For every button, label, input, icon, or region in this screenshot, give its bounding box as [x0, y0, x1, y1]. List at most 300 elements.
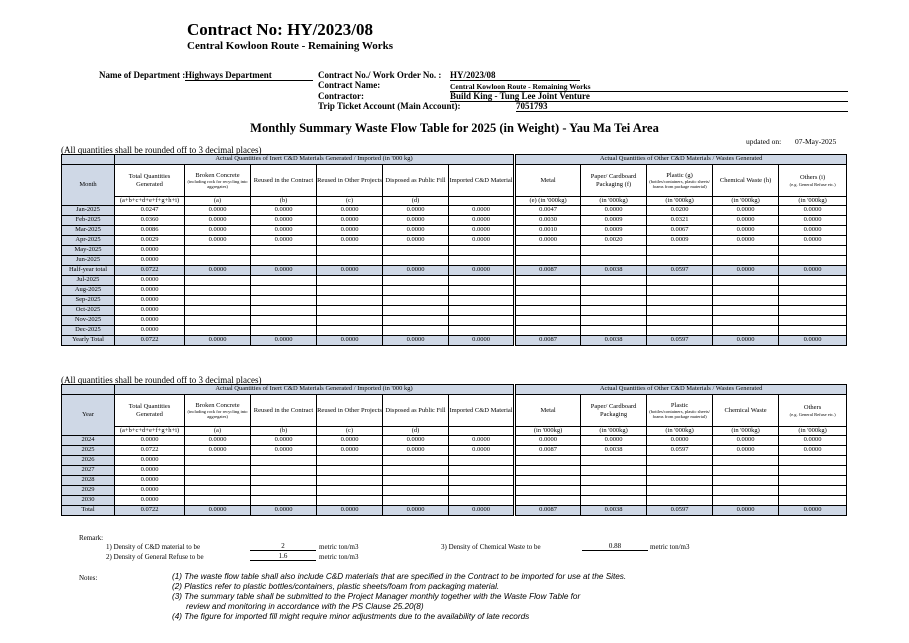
table-cell — [185, 486, 251, 496]
table-cell: 0.0000 — [449, 236, 515, 246]
table-cell — [647, 486, 713, 496]
group-header-blank — [62, 155, 115, 165]
table-cell: 0.0360 — [115, 216, 185, 226]
column-header-label: Reused in Other Projects — [317, 406, 382, 414]
table-cell: 0.0086 — [115, 226, 185, 236]
table-cell: 0.0000 — [317, 446, 383, 456]
table-cell — [251, 316, 317, 326]
table-cell: 0.0000 — [317, 206, 383, 216]
yearly-waste-table — [61, 384, 847, 516]
table-cell: 0.0000 — [581, 436, 647, 446]
monthly-waste-table — [61, 154, 847, 346]
table-cell: 0.0597 — [647, 266, 713, 276]
table-cell — [647, 246, 713, 256]
contract-name-value: Central Kowloon Route - Remaining Works — [450, 82, 848, 92]
department-label: Name of Department : — [99, 70, 186, 80]
table-cell: 0.0000 — [449, 216, 515, 226]
table-cell: 0.0000 — [115, 256, 185, 266]
table-cell: 0.0000 — [515, 236, 581, 246]
table-cell: 0.0000 — [713, 266, 779, 276]
table-cell: 0.0597 — [647, 506, 713, 516]
group-header-inert: Actual Quantities of Inert C&D Materials Generated / Imported (in '000 kg) — [115, 385, 515, 395]
table-cell: 0.0000 — [713, 216, 779, 226]
total-row — [62, 506, 847, 516]
row-label: Oct-2025 — [62, 306, 115, 316]
remark-3-text: 3) Density of Chemical Waste to be — [441, 543, 541, 551]
table-cell — [383, 276, 449, 286]
table-cell — [779, 286, 847, 296]
table-cell — [581, 316, 647, 326]
table-cell — [779, 306, 847, 316]
column-header-label: Paper/ Cardboard Packaging (f) — [590, 173, 637, 188]
row-label: 2029 — [62, 486, 115, 496]
table-cell: 0.0000 — [383, 216, 449, 226]
column-header — [251, 165, 317, 197]
table-cell — [713, 296, 779, 306]
table-cell: 0.0000 — [115, 246, 185, 256]
table-cell — [185, 456, 251, 466]
table-row — [62, 326, 847, 336]
table-cell: 0.0000 — [713, 226, 779, 236]
row-label: Dec-2025 — [62, 326, 115, 336]
column-header — [647, 165, 713, 197]
table-cell: 0.0000 — [647, 436, 713, 446]
column-unit: (in '000kg) — [713, 427, 779, 436]
column-header — [515, 165, 581, 197]
table-cell: 0.0000 — [185, 436, 251, 446]
column-header-label: Plastic — [670, 401, 689, 409]
first-column-header: Year — [62, 395, 115, 436]
table-cell — [185, 246, 251, 256]
table-cell — [647, 296, 713, 306]
table-cell — [581, 466, 647, 476]
group-header-inert: Actual Quantities of Inert C&D Materials Generated / Imported (in '000 kg) — [115, 155, 515, 165]
table-cell: 0.0000 — [115, 296, 185, 306]
table-row — [62, 486, 847, 496]
table-cell: 0.0067 — [647, 226, 713, 236]
table-cell: 0.0000 — [779, 216, 847, 226]
table-cell — [383, 286, 449, 296]
contractor-label: Contractor: — [318, 91, 364, 101]
table-cell — [251, 246, 317, 256]
table-cell — [317, 306, 383, 316]
trip-ticket-value: 7051793 — [516, 101, 848, 112]
table-cell — [449, 486, 515, 496]
table-cell — [779, 496, 847, 506]
table-cell — [647, 256, 713, 266]
column-header — [115, 165, 185, 197]
table-cell — [185, 296, 251, 306]
column-header — [115, 395, 185, 427]
row-label: Feb-2025 — [62, 216, 115, 226]
table-cell: 0.0038 — [581, 336, 647, 346]
rounding-note-yearly: (All quantities shall be rounded off to 3 decimal places) — [61, 375, 262, 385]
table-cell — [647, 306, 713, 316]
column-unit-row — [62, 427, 847, 436]
table-cell — [383, 246, 449, 256]
table-row — [62, 306, 847, 316]
table-cell: 0.0030 — [515, 216, 581, 226]
table-cell: 0.0722 — [115, 446, 185, 456]
table-cell: 0.0722 — [115, 336, 185, 346]
table-row — [62, 466, 847, 476]
column-header-label: Reused in Other Projects — [317, 176, 382, 184]
table-cell: 0.0000 — [383, 506, 449, 516]
table-cell — [185, 256, 251, 266]
column-unit: (a) — [185, 427, 251, 436]
table-cell — [647, 466, 713, 476]
table-cell — [515, 246, 581, 256]
note-2: (2) Plastics refer to plastic bottles/containers, plastic sheets/foam from packaging material. — [172, 582, 500, 591]
column-unit: (in '000kg) — [647, 197, 713, 206]
table-cell — [449, 326, 515, 336]
column-unit: (c) — [317, 427, 383, 436]
table-row — [62, 496, 847, 506]
contract-no-label: Contract No./ Work Order No. : — [318, 70, 442, 80]
table-cell — [713, 496, 779, 506]
table-cell: 0.0247 — [115, 206, 185, 216]
table-cell — [317, 326, 383, 336]
column-header — [779, 395, 847, 427]
contract-name-label: Contract Name: — [318, 80, 381, 90]
remark-3-unit: metric ton/m3 — [650, 543, 690, 551]
group-header-row — [62, 155, 847, 165]
table-cell — [647, 286, 713, 296]
table-cell: 0.0000 — [115, 316, 185, 326]
column-header-label: Broken Concrete — [195, 401, 240, 409]
column-header-row — [62, 165, 847, 197]
trip-ticket-label: Trip Ticket Account (Main Account): — [318, 101, 461, 111]
table-cell: 0.0000 — [317, 266, 383, 276]
column-header-label: Disposed as Public Fill — [385, 176, 446, 184]
group-header-other: Actual Quantities of Other C&D Materials / Wastes Generated — [515, 155, 847, 165]
table-cell — [251, 486, 317, 496]
remark-3-value: 0.88 — [582, 542, 648, 551]
table-row — [62, 446, 847, 456]
column-header — [185, 165, 251, 197]
table-cell — [251, 276, 317, 286]
column-header-note: (bottles/containers, plastic sheets/ foams from package material) — [649, 409, 710, 420]
note-3: (3) The summary table shall be submitted to the Project Manager monthly together with the Waste Flow Table for — [172, 592, 581, 601]
column-header — [581, 395, 647, 427]
table-cell — [713, 286, 779, 296]
table-cell — [779, 476, 847, 486]
rounding-note: (All quantities shall be rounded off to 3 decimal places) — [61, 145, 262, 155]
table-cell: 0.0038 — [581, 266, 647, 276]
table-cell: 0.0000 — [115, 476, 185, 486]
row-label: Yearly Total — [62, 336, 115, 346]
monthly-table-wrap — [61, 154, 847, 346]
column-unit: (b) — [251, 197, 317, 206]
row-label: May-2025 — [62, 246, 115, 256]
column-header — [713, 165, 779, 197]
note-3-continued: review and monitoring in accordance with the PS Clause 25.20(8) — [186, 602, 424, 611]
table-cell — [449, 496, 515, 506]
table-cell — [647, 476, 713, 486]
table-cell — [779, 466, 847, 476]
table-cell — [383, 476, 449, 486]
row-label: Nov-2025 — [62, 316, 115, 326]
column-header-label: Imported C&D Material — [449, 176, 513, 184]
table-cell: 0.0087 — [515, 506, 581, 516]
table-cell: 0.0009 — [581, 226, 647, 236]
row-label: Sep-2025 — [62, 296, 115, 306]
contract-no-value: HY/2023/08 — [450, 70, 580, 81]
column-header-label: Metal — [540, 176, 556, 184]
table-cell: 0.0000 — [779, 446, 847, 456]
column-unit: (c) — [317, 197, 383, 206]
total-row — [62, 336, 847, 346]
table-cell: 0.0000 — [779, 336, 847, 346]
table-cell — [383, 466, 449, 476]
table-cell — [515, 456, 581, 466]
table-cell — [581, 456, 647, 466]
table-cell — [317, 466, 383, 476]
table-row — [62, 456, 847, 466]
column-header-label: Others — [803, 404, 822, 412]
first-column-header: Month — [62, 165, 115, 206]
row-label: Total — [62, 506, 115, 516]
table-cell: 0.0029 — [115, 236, 185, 246]
table-cell — [581, 276, 647, 286]
table-cell: 0.0000 — [317, 506, 383, 516]
group-header-row — [62, 385, 847, 395]
table-cell — [449, 246, 515, 256]
table-cell — [383, 306, 449, 316]
table-cell — [515, 296, 581, 306]
row-label: Aug-2025 — [62, 286, 115, 296]
table-cell — [185, 306, 251, 316]
column-header — [449, 395, 515, 427]
table-cell: 0.0000 — [251, 266, 317, 276]
table-cell — [713, 256, 779, 266]
table-cell — [515, 256, 581, 266]
table-cell: 0.0000 — [449, 436, 515, 446]
table-cell: 0.0000 — [115, 486, 185, 496]
column-header-note: (bottles/containers, plastic sheets/ foams from package material) — [649, 179, 710, 190]
table-cell: 0.0000 — [383, 446, 449, 456]
table-row — [62, 216, 847, 226]
table-cell — [185, 466, 251, 476]
table-cell — [317, 256, 383, 266]
table-cell — [317, 456, 383, 466]
department-value: Highways Department — [185, 70, 313, 81]
table-cell — [515, 316, 581, 326]
table-cell: 0.0000 — [449, 446, 515, 456]
table-cell — [383, 256, 449, 266]
table-cell: 0.0000 — [251, 446, 317, 456]
table-cell: 0.0009 — [647, 236, 713, 246]
table-cell — [449, 306, 515, 316]
table-cell — [185, 276, 251, 286]
table-cell — [251, 456, 317, 466]
table-cell: 0.0000 — [449, 336, 515, 346]
table-cell: 0.0000 — [251, 216, 317, 226]
table-cell: 0.0722 — [115, 266, 185, 276]
table-cell: 0.0000 — [317, 336, 383, 346]
table-cell — [713, 276, 779, 286]
table-cell — [581, 326, 647, 336]
table-cell — [449, 256, 515, 266]
column-header-label: Paper/ Cardboard Packaging — [590, 403, 637, 418]
table-cell — [515, 476, 581, 486]
table-cell — [779, 456, 847, 466]
column-unit: (in '000kg) — [647, 427, 713, 436]
column-unit: (a+b+c+d+e+f+g+h+i) — [115, 427, 185, 436]
table-cell — [581, 306, 647, 316]
table-cell: 0.0000 — [185, 226, 251, 236]
table-cell — [449, 466, 515, 476]
table-cell: 0.0000 — [251, 336, 317, 346]
table-cell: 0.0000 — [713, 436, 779, 446]
table-cell — [317, 286, 383, 296]
row-label: Jun-2025 — [62, 256, 115, 266]
table-row — [62, 276, 847, 286]
column-header-note: (including rock for recycling into aggregates) — [187, 409, 248, 420]
table-cell: 0.0009 — [581, 216, 647, 226]
table-cell — [185, 316, 251, 326]
table-cell: 0.0000 — [251, 236, 317, 246]
column-header-label: Disposed as Public Fill — [385, 406, 446, 414]
column-unit: (a+b+c+d+e+f+g+h+i) — [115, 197, 185, 206]
table-cell — [581, 486, 647, 496]
table-cell: 0.0000 — [779, 226, 847, 236]
table-cell — [713, 316, 779, 326]
table-cell — [581, 296, 647, 306]
table-cell — [317, 496, 383, 506]
table-cell: 0.0000 — [251, 436, 317, 446]
table-cell: 0.0000 — [581, 206, 647, 216]
table-cell — [515, 326, 581, 336]
table-cell — [449, 316, 515, 326]
row-label: 2024 — [62, 436, 115, 446]
table-cell — [713, 326, 779, 336]
column-unit-row — [62, 197, 847, 206]
row-label: 2028 — [62, 476, 115, 486]
table-cell: 0.0020 — [581, 236, 647, 246]
column-unit: (in '000kg) — [779, 197, 847, 206]
table-cell: 0.0000 — [185, 236, 251, 246]
table-cell — [779, 296, 847, 306]
table-cell — [713, 466, 779, 476]
table-cell: 0.0000 — [115, 306, 185, 316]
table-cell: 0.0087 — [515, 266, 581, 276]
table-cell — [317, 476, 383, 486]
table-cell: 0.0000 — [449, 226, 515, 236]
column-header-label: Chemical Waste — [724, 406, 767, 414]
table-cell: 0.0000 — [713, 206, 779, 216]
column-header — [647, 395, 713, 427]
table-cell — [647, 496, 713, 506]
table-cell — [185, 476, 251, 486]
table-cell: 0.0000 — [185, 446, 251, 456]
column-header — [383, 165, 449, 197]
table-row — [62, 296, 847, 306]
table-cell: 0.0000 — [383, 226, 449, 236]
table-cell: 0.0000 — [779, 206, 847, 216]
table-row — [62, 236, 847, 246]
table-cell: 0.0321 — [647, 216, 713, 226]
table-cell — [383, 456, 449, 466]
table-cell — [449, 476, 515, 486]
table-cell — [383, 296, 449, 306]
table-cell: 0.0000 — [115, 286, 185, 296]
total-row — [62, 266, 847, 276]
table-cell — [251, 476, 317, 486]
table-cell — [317, 316, 383, 326]
column-header-label: Metal — [540, 406, 556, 414]
column-unit: (d) — [383, 427, 449, 436]
table-cell — [317, 246, 383, 256]
contract-subtitle: Central Kowloon Route - Remaining Works — [187, 40, 394, 52]
table-cell — [581, 256, 647, 266]
table-cell: 0.0087 — [515, 446, 581, 456]
group-header-other: Actual Quantities of Other C&D Materials / Wastes Generated — [515, 385, 847, 395]
table-cell — [449, 286, 515, 296]
table-cell: 0.0597 — [647, 336, 713, 346]
table-cell: 0.0047 — [515, 206, 581, 216]
column-header — [449, 165, 515, 197]
column-unit: (in '000kg) — [779, 427, 847, 436]
column-header-note: (including rock for recycling into aggregates) — [187, 179, 248, 190]
table-cell — [251, 256, 317, 266]
table-cell: 0.0200 — [647, 206, 713, 216]
contract-title: Contract No: HY/2023/08 — [187, 20, 374, 39]
row-label: Half-year total — [62, 266, 115, 276]
table-row — [62, 316, 847, 326]
table-cell — [515, 276, 581, 286]
remark-label: Remark: — [79, 534, 104, 542]
table-cell — [647, 276, 713, 286]
table-cell — [713, 456, 779, 466]
table-cell: 0.0000 — [383, 236, 449, 246]
column-header-label: Total Quantities Generated — [128, 403, 171, 418]
group-header-blank — [62, 385, 115, 395]
column-header — [581, 165, 647, 197]
column-header-label: Imported C&D Material — [449, 406, 513, 414]
table-cell — [713, 486, 779, 496]
column-header-label: Chemical Waste (h) — [719, 176, 772, 184]
table-cell — [251, 306, 317, 316]
table-cell: 0.0000 — [713, 236, 779, 246]
remark-2-unit: metric ton/m3 — [319, 553, 359, 561]
column-unit — [449, 197, 515, 206]
updated-label: updated on: — [746, 137, 782, 146]
table-cell — [647, 316, 713, 326]
table-cell: 0.0000 — [449, 266, 515, 276]
column-unit: (in '000kg) — [515, 427, 581, 436]
table-row — [62, 206, 847, 216]
table-row — [62, 436, 847, 446]
row-label: Jul-2025 — [62, 276, 115, 286]
table-cell — [713, 476, 779, 486]
column-unit: (in '000kg) — [581, 427, 647, 436]
table-cell: 0.0000 — [779, 236, 847, 246]
column-unit — [449, 427, 515, 436]
table-cell: 0.0000 — [383, 206, 449, 216]
table-cell: 0.0000 — [115, 466, 185, 476]
column-unit: (in '000kg) — [713, 197, 779, 206]
table-cell — [713, 306, 779, 316]
table-cell: 0.0000 — [185, 336, 251, 346]
table-cell — [647, 326, 713, 336]
table-cell: 0.0038 — [581, 506, 647, 516]
column-header-note: (e.g. General Refuse etc.) — [789, 411, 836, 417]
table-cell: 0.0038 — [581, 446, 647, 456]
row-label: Jan-2025 — [62, 206, 115, 216]
table-cell — [647, 456, 713, 466]
column-unit: (e) (in '000kg) — [515, 197, 581, 206]
